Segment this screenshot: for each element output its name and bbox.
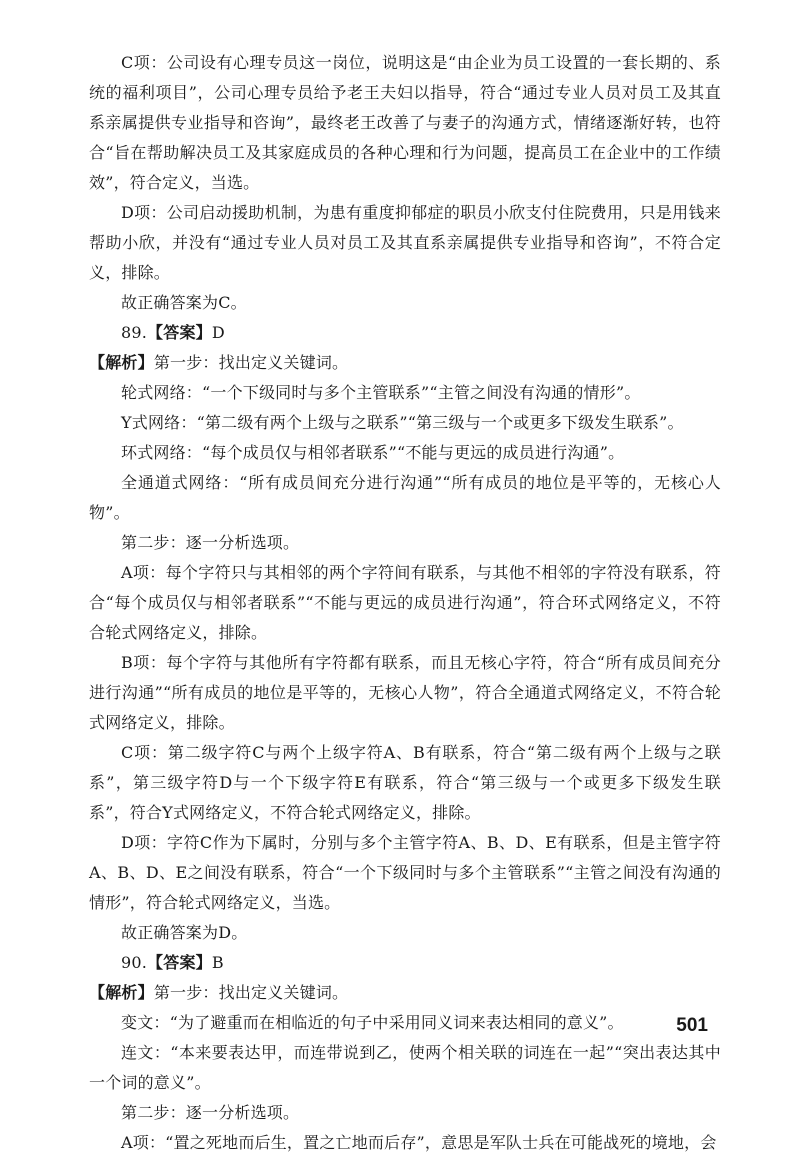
analysis-text: 第一步：找出定义关键词。	[153, 983, 349, 1002]
answer-label: 【答案】	[147, 323, 212, 342]
question-number: 90.	[121, 953, 148, 972]
paragraph: 轮式网络：“一个下级同时与多个主管联系”“主管之间没有沟通的情形”。	[121, 383, 641, 402]
paragraph: 变文：“为了避重而在相临近的句子中采用同义词来表达相同的意义”。	[121, 1013, 624, 1032]
answer-value: D	[211, 323, 225, 342]
paragraph: 第二步：逐一分析选项。	[121, 1103, 300, 1122]
paragraph: D项：公司启动援助机制，为患有重度抑郁症的职员小欣支付住院费用，只是用钱来帮助小欣，并没有“通过专业人员对员工及其直系亲属提供专业指导和咨询”，不符合定义，排除。	[89, 203, 721, 282]
paragraph: Y式网络：“第二级有两个上级与之联系”“第三级与一个或更多下级发生联系”。	[121, 413, 684, 432]
paragraph: C项：第二级字符C与两个上级字符A、B有联系，符合“第二级有两个上级与之联系”，第三级字符D与一个下级字符E有联系，符合“第三级与一个或更多下级发生联系”，符合Y式网络定义，不符合轮式网络定义，排除。	[89, 743, 721, 822]
answer-heading	[89, 318, 721, 348]
answer-label: 【答案】	[147, 953, 212, 972]
answer-heading	[89, 948, 721, 978]
analysis-text: 第一步：找出定义关键词。	[153, 353, 349, 372]
page-number: 501	[676, 1015, 708, 1036]
answer-value: B	[211, 953, 224, 972]
paragraph: 故正确答案为D。	[121, 923, 248, 942]
document-page	[89, 48, 721, 1158]
paragraph: A项：每个字符只与其相邻的两个字符间有联系，与其他不相邻的字符没有联系，符合“每个成员仅与相邻者联系”“不能与更远的成员进行沟通”，符合环式网络定义，不符合轮式网络定义，排除。	[89, 563, 721, 642]
paragraph: 第二步：逐一分析选项。	[121, 533, 300, 552]
paragraph: 故正确答案为C。	[121, 293, 247, 312]
paragraph: B项：每个字符与其他所有字符都有联系，而且无核心字符，符合“所有成员间充分进行沟通”“所有成员的地位是平等的，无核心人物”，符合全通道式网络定义，不符合轮式网络定义，排除。	[89, 653, 721, 732]
paragraph: 全通道式网络：“所有成员间充分进行沟通”“所有成员的地位是平等的，无核心人物”。	[89, 473, 721, 522]
paragraph: A项：“置之死地而后生，置之亡地而后存”，意思是军队士兵在可能战死的境地，会	[121, 1133, 717, 1152]
paragraph: C项：公司设有心理专员这一岗位，说明这是“由企业为员工设置的一套长期的、系统的福利项目”，公司心理专员给予老王夫妇以指导，符合“通过专业人员对员工及其直系亲属提供专业指导和咨询”，最终老王改善了与妻子的沟通方式，情绪逐渐好转，也符合“旨在帮助解决员工及其家庭成员的各种心理和行为问题，提高员工在企业中的工作绩效”，符合定义，当选。	[89, 53, 721, 192]
analysis-label: 【解析】	[89, 353, 154, 372]
question-number: 89.	[121, 323, 148, 342]
analysis-label: 【解析】	[89, 983, 154, 1002]
analysis-heading	[89, 348, 721, 378]
paragraph: 环式网络：“每个成员仅与相邻者联系”“不能与更远的成员进行沟通”。	[121, 443, 625, 462]
analysis-heading	[89, 978, 721, 1008]
paragraph: D项：字符C作为下属时，分别与多个主管字符A、B、D、E有联系，但是主管字符A、B、D、E之间没有联系，符合“一个下级同时与多个主管联系”“主管之间没有沟通的情形”，符合轮式网络定义，当选。	[89, 833, 721, 912]
paragraph: 连文：“本来要表达甲，而连带说到乙，使两个相关联的词连在一起”“突出表达其中一个词的意义”。	[89, 1043, 721, 1092]
